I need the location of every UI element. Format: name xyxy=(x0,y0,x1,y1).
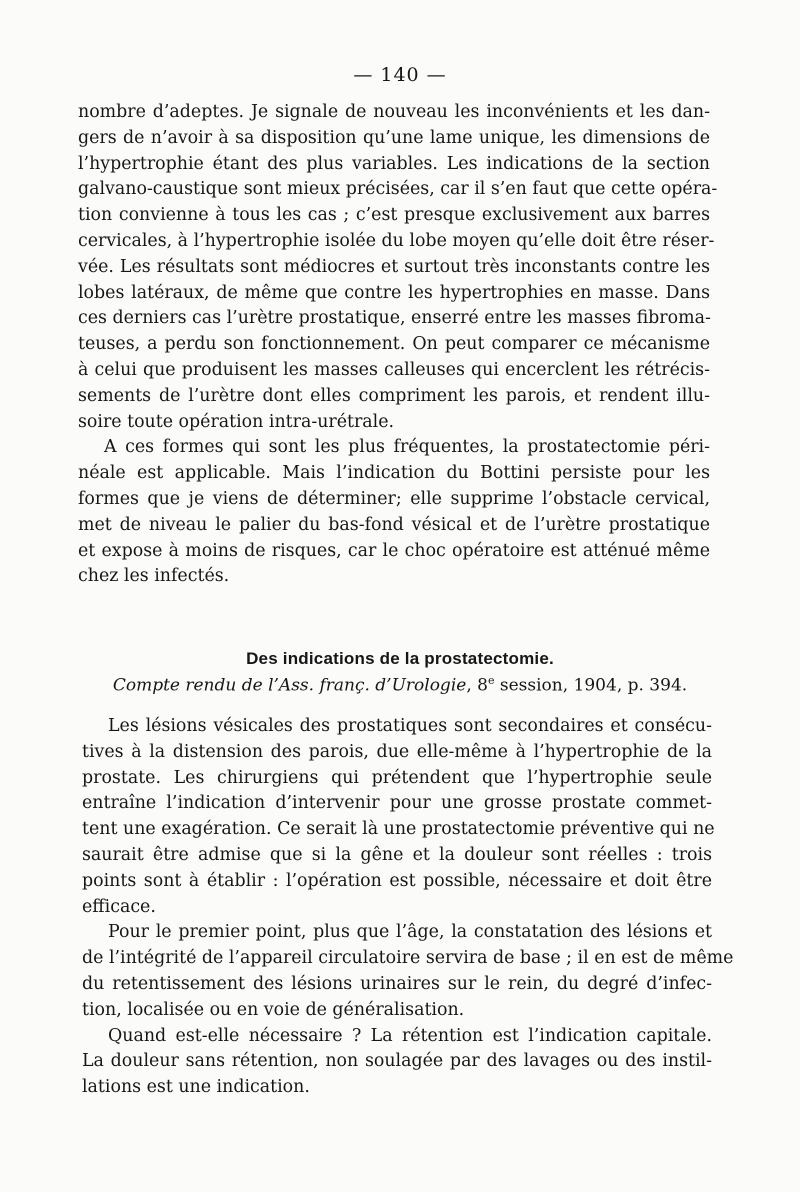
text-line: Les lésions vésicales des prostatiques sont secondaires et consécu- xyxy=(108,716,712,736)
section-citation xyxy=(0,674,800,696)
text-line: galvano-caustique sont mieux précisées, car il s’en faut que cette opéra- xyxy=(78,179,718,200)
text-line: met de niveau le palier du bas-fond vésical et de l’urètre prostatique xyxy=(78,514,710,535)
text-line: formes que je viens de déterminer; elle supprime l’obstacle cervical, xyxy=(78,488,710,509)
text-line: l’hypertrophie étant des plus variables. Les indications de la section xyxy=(78,153,710,174)
paragraph-block-continued xyxy=(78,100,718,590)
text-line: efficace. xyxy=(82,896,156,917)
text-line: nombre d’adeptes. Je signale de nouveau les inconvénients et les dan- xyxy=(78,102,710,122)
page-number: — 140 — xyxy=(353,64,447,86)
citation-journal: Compte rendu de l’Ass. franç. d’Urologie xyxy=(112,675,467,696)
text-line: cervicales, à l’hypertrophie isolée du lobe moyen qu’elle doit être réser- xyxy=(78,230,715,251)
text-line: Quand est-elle nécessaire ? La rétention est l’indication capitale. xyxy=(108,1025,712,1046)
text-line: points sont à établir : l’opération est possible, nécessaire et doit être xyxy=(82,870,712,891)
text-line: chez les infectés. xyxy=(78,566,230,587)
citation-separator: , xyxy=(466,675,478,696)
citation-ordinal: 8 xyxy=(477,675,488,696)
text-line: A ces formes qui sont les plus fréquentes, la prostatectomie péri- xyxy=(104,437,710,458)
text-line: saurait être admise que si la gêne et la douleur sont réelles : trois xyxy=(82,844,712,865)
text-line: du retentissement des lésions urinaires sur le rein, du degré d’infec- xyxy=(82,973,712,994)
text-line: tion, localisée ou en voie de généralisation. xyxy=(82,999,465,1020)
text-line: tion convienne à tous les cas ; c’est presque exclusivement aux barres xyxy=(78,205,710,226)
text-line: ces derniers cas l’urètre prostatique, enserré entre les masses fibroma- xyxy=(78,308,711,329)
text-line: prostate. Les chirurgiens qui prétendent que l’hypertrophie seule xyxy=(82,767,712,788)
text-line: gers de n’avoir à sa disposition qu’une lame unique, les dimensions de xyxy=(78,127,710,148)
section-title: Des indications de la prostatectomie. xyxy=(246,649,554,668)
text-line: Pour le premier point, plus que l’âge, la constatation des lésions et xyxy=(108,922,712,943)
citation-ordinal-suffix: e xyxy=(487,674,495,687)
text-line: de l’intégrité de l’appareil circulatoire servira de base ; il en est de même xyxy=(82,948,734,969)
text-line: et expose à moins de risques, car le choc opératoire est atténué même xyxy=(78,540,710,561)
text-line: tent une exagération. Ce serait là une prostatectomie préventive qui ne xyxy=(82,819,715,840)
text-line: vée. Les résultats sont médiocres et surtout très inconstants contre les xyxy=(78,256,710,277)
text-line: tives à la distension des parois, due elle-même à l’hypertrophie de la xyxy=(82,741,712,762)
text-line: néale est applicable. Mais l’indication du Bottini persiste pour les xyxy=(78,463,710,484)
text-line: entraîne l’indication d’intervenir pour une grosse prostate commet- xyxy=(82,793,712,814)
text-line: lobes latéraux, de même que contre les hypertrophies en masse. Dans xyxy=(78,282,710,303)
text-line: sements de l’urètre dont elles compriment les parois, et rendent illu- xyxy=(78,385,710,406)
text-line: à celui que produisent les masses calleuses qui encerclent les rétrécis- xyxy=(78,359,710,380)
text-line: soire toute opération intra-urétrale. xyxy=(78,411,395,432)
text-line: lations est une indication. xyxy=(82,1077,310,1098)
text-line: teuses, a perdu son fonctionnement. On peut comparer ce mécanisme xyxy=(78,334,710,355)
text-line: La douleur sans rétention, non soulagée par des lavages ou des instil- xyxy=(82,1051,712,1072)
paragraph-block-section xyxy=(82,714,734,1101)
citation-details: session, 1904, p. 394. xyxy=(494,675,688,696)
